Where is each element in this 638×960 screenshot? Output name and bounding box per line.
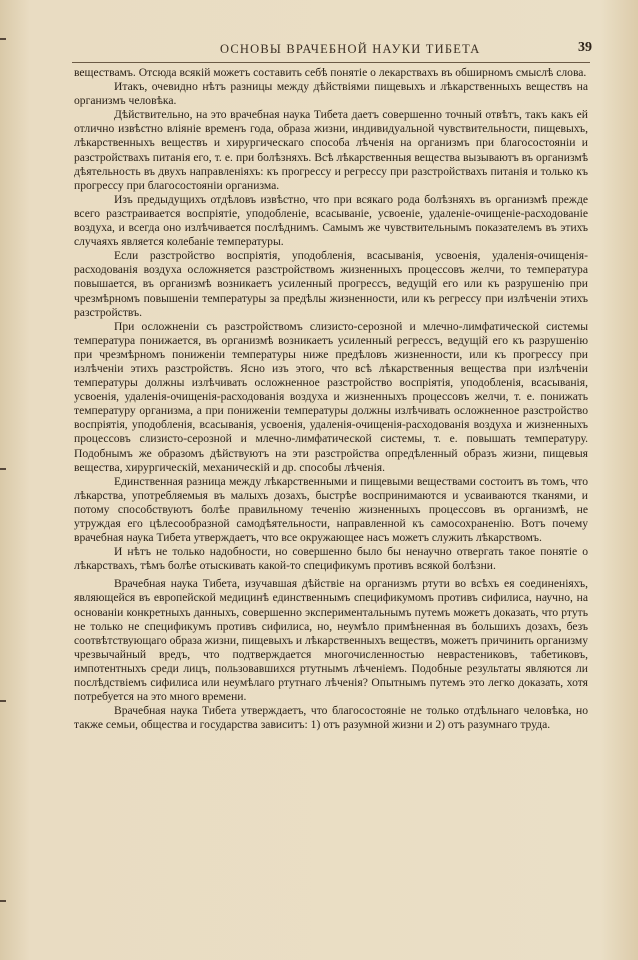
paragraph: Итакъ, очевидно нѣтъ разницы между дѣйствіями пищевыхъ и лѣкарственныхъ веществъ на организмъ человѣка. <box>74 80 588 108</box>
paragraph: Врачебная наука Тибета, изучавшая дѣйствіе на организмъ ртути во всѣхъ ея соединеніяхъ, являющейся въ европейской медицинѣ единственнымъ спецификумомъ противъ сифилиса, научно, на основаніи конкретныхъ данныхъ, совершенно экспериментальнымъ путемъ можетъ доказать, что ртуть не только не спецификумъ противъ сифилиса, но, неумѣло примѣненная въ большихъ дозахъ, безъ соотвѣтствующаго образа жизни, пищевыхъ и лѣкарственныхъ веществъ, можетъ причинить организму чрезвычайный вредъ, что подтверждается многочисленностью неврастениковъ, табетиковъ, импотентныхъ среди лицъ, пользовавшихся ртутнымъ лѣченіемъ. Подобные результаты являются ли послѣдствіемъ сифилиса или неумѣлаго ртутнаго лѣченія? Опытнымъ путемъ это легко доказать, хотя потребуется на это много времени. <box>74 577 588 704</box>
page-number: 39 <box>578 40 592 55</box>
paragraph: Единственная разница между лѣкарственными и пищевыми веществами состоитъ въ томъ, что лѣкарства, употребляемыя въ малыхъ дозахъ, быстрѣе воспринимаются и усваиваются тканями, и потому способствуютъ болѣе правильному теченію жизненныхъ процессовъ въ организмѣ, не утруждая его цѣлесообразной самодѣятельности, направленной къ самосохраненію. Вотъ почему врачебная наука Тибета утверждаетъ, что все окружающее насъ можетъ служить лѣкарствомъ. <box>74 474 588 545</box>
paragraph: веществамъ. Отсюда всякій можетъ составить себѣ понятіе о лекарствахъ въ обширномъ смыслѣ слова. <box>74 66 587 79</box>
paragraph: Дѣйствительно, на это врачебная наука Тибета даетъ совершенно точный отвѣтъ, такъ какъ ей отлично извѣстно вліяніе временъ года, образа жизни, индивидуальной чувствительности, пищевыхъ, лѣкарственныхъ веществъ и хирургическаго способа лѣченія на организмъ при благосостояніи и разстройствахъ питанія его, т. е. при болѣзняхъ. Всѣ лѣкарственныя вещества вызываютъ въ организмѣ дѣятельность въ двухъ направленіяхъ: къ прогрессу и регрессу при разстройствахъ питанія и только къ прогрессу при благосостояніи организма. <box>74 108 588 192</box>
body-text <box>74 66 588 732</box>
paragraph: При осложненіи съ разстройствомъ слизисто-серозной и млечно-лимфатической системы температура понижается, въ организмѣ возникаетъ усиленный регрессъ, ведущій его къ разрушенію при чрезмѣрномъ пониженіи температуры ниже предѣловъ жизненности, или къ прогрессу при излѣченіи этихъ разстройствъ. Ясно изъ этого, что всѣ лѣкарственныя вещества при излѣченіи температуры должны излѣчивать осложненное разстройство воспріятія, уподобленія, всасыванія, усвоенія, удаленія-очищенія-расходованія воздуха и жизненныхъ процессовъ желчи, т. е. понижать температуру организма, а при пониженіи температуры должны излѣчивать осложненное разстройство воспріятія, уподобленія, всасыванія, усвоенія, удаленія-очищенія-расходованія воздуха и жизненныхъ процессовъ слизисто-серозной и млечно-лимфатической системы, т. е. повышать температуру. Подобнымъ же образомъ дѣйствуютъ на эти разстройства опредѣленный образъ жизни, пищевыя вещества, хирургическій, механическій и др. способы лѣченія. <box>74 319 588 474</box>
margin-mark <box>0 468 6 470</box>
paragraph: И нѣтъ не только надобности, но совершенно было бы ненаучно отвергать такое понятіе о лѣкарствахъ, тѣмъ болѣе отыскивать какой-то спецификумъ противъ всякой болѣзни. <box>74 545 588 573</box>
page-header <box>72 40 592 60</box>
paragraph: Изъ предыдущихъ отдѣловъ извѣстно, что при всякаго рода болѣзняхъ въ организмѣ прежде всего разстраивается воспріятіе, уподобленіе, всасываніе, усвоеніе, удаленіе-очищеніе-расходованіе воздуха, и всегда оно излѣчивается послѣднимъ. Самымъ же чувствительнымъ показателемъ въ этихъ случаяхъ является колебаніе температуры. <box>74 192 588 249</box>
paragraph: Врачебная наука Тибета утверждаетъ, что благосостояніе не только отдѣльнаго человѣка, но также семьи, общества и государства зависитъ: 1) отъ разумной жизни и 2) отъ разумнаго труда. <box>74 704 588 732</box>
margin-mark <box>0 700 6 702</box>
margin-mark <box>0 38 6 40</box>
paragraph: Если разстройство воспріятія, уподобленія, всасыванія, усвоенія, удаленія-очищенія-расходованія воздуха осложняется разстройствомъ жизненныхъ процессовъ желчи, то температура повышается, въ организмѣ возникаетъ усиленный прогрессъ, ведущій его или къ разрушенію при чрезмѣрномъ повышеніи температуры за предѣлы жизненности, или къ регрессу при излѣченіи этихъ разстройствъ. <box>74 249 588 319</box>
margin-mark <box>0 900 6 902</box>
running-title: ОСНОВЫ ВРАЧЕБНОЙ НАУКИ ТИБЕТА <box>220 42 481 56</box>
header-rule <box>72 62 590 63</box>
